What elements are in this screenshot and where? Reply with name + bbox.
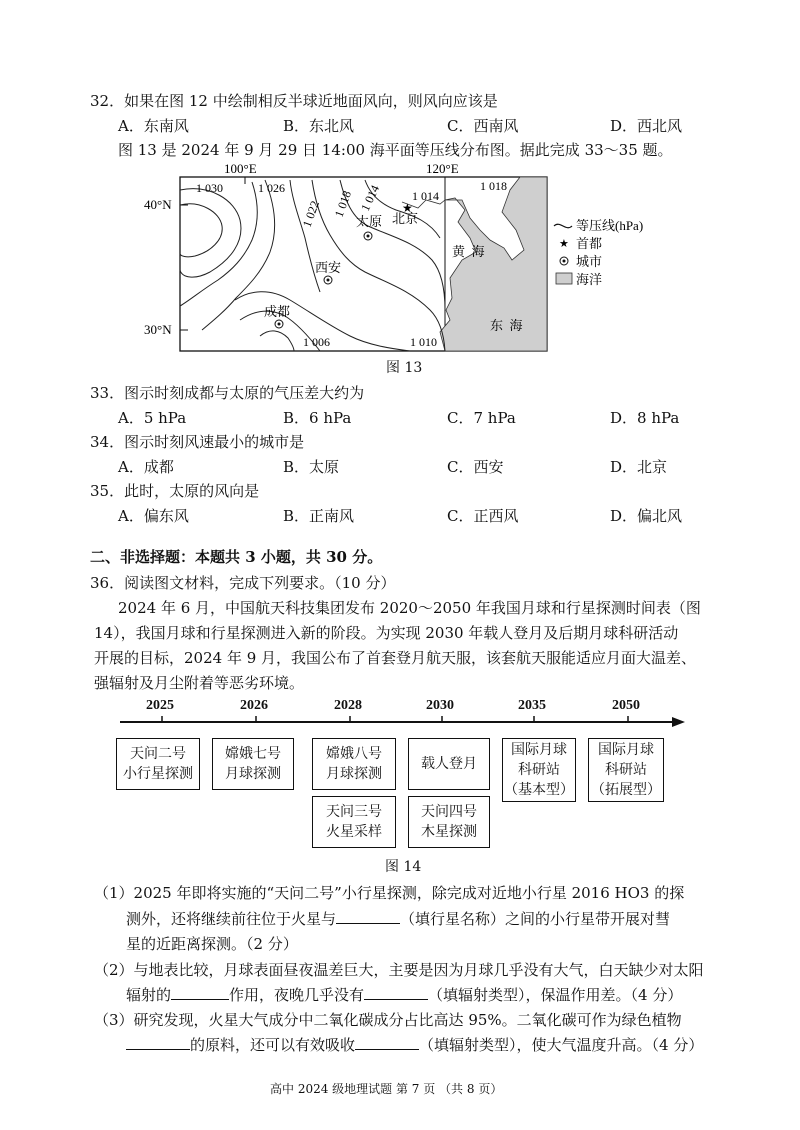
- isobar-label-1006: 1 006: [303, 335, 330, 349]
- sub2-blank-effect[interactable]: [171, 985, 229, 1000]
- q35-option-a[interactable]: A．偏东风: [118, 507, 189, 525]
- box-crewed-landing: 载人登月: [408, 738, 490, 790]
- figure14-caption: 图 14: [385, 859, 422, 875]
- q34-option-a[interactable]: A．成都: [118, 458, 174, 476]
- sub1-line3: 星的近距离探测。（2 分）: [126, 935, 298, 953]
- year-2050: 2050: [612, 698, 640, 713]
- sub1-line1: （1）2025 年即将实施的“天问二号”小行星探测，除完成对近地小行星 2016 HO3 的探: [94, 884, 685, 902]
- city-chengdu: [264, 304, 290, 328]
- legend-capital: 首都: [576, 236, 603, 251]
- box-change7: 嫦娥七号 月球探测: [212, 738, 294, 790]
- sub3-blank-process[interactable]: [126, 1035, 190, 1050]
- sub1-line2: 测外，还将继续前往位于火星与 （填行星名称）之间的小行星带开展对彗: [126, 910, 671, 928]
- section2-heading: 二、非选择题：本题共 3 小题，共 30 分。: [90, 548, 383, 566]
- sub3-line1: （3）研究发现，火星大气成分中二氧化碳成分占比高达 95%。二氧化碳可作为绿色植物: [94, 1011, 682, 1029]
- isobar-label-1026: 1 026: [258, 181, 285, 195]
- isobar-map: [140, 160, 680, 360]
- box-ilrs-basic: 国际月球 科研站 （基本型）: [502, 738, 576, 802]
- q36-para-line2: 14），我国月球和行星探测进入新的阶段。为实现 2030 年载人登月及后期月球科研活动: [94, 624, 679, 642]
- box-tianwen2: 天问二号 小行星探测: [116, 738, 200, 790]
- q34-option-d[interactable]: D．北京: [610, 458, 668, 476]
- lon-label-120: 120°E: [426, 161, 459, 176]
- q32-option-c[interactable]: C．西南风: [447, 117, 519, 135]
- svg-text:太原: 太原: [356, 214, 383, 229]
- q32-option-d[interactable]: D．西北风: [610, 117, 683, 135]
- city-beijing: [392, 201, 418, 226]
- lat-label-30: 30°N: [144, 322, 172, 337]
- q32-option-b[interactable]: B．东北风: [283, 117, 355, 135]
- isobar-label-1014-west: 1 014: [358, 182, 383, 214]
- q36-para-line3: 开展的目标，2024 年 9 月，我国公布了首套登月航天服，该套航天服能适应月面大温差、: [94, 649, 697, 667]
- q35-option-d[interactable]: D．偏北风: [610, 507, 683, 525]
- sub3-blank-radiation[interactable]: [355, 1035, 419, 1050]
- year-2025: 2025: [146, 698, 174, 713]
- q32-stem: 32．如果在图 12 中绘制相反半球近地面风向，则风向应该是: [90, 92, 498, 110]
- isobar-label-1014-east: 1 014: [412, 189, 439, 203]
- capital-star-icon: ★: [402, 201, 413, 215]
- sub2-line1: （2）与地表比较，月球表面昼夜温差巨大，主要是因为月球几乎没有大气，白天缺少对太阳: [94, 961, 704, 979]
- isobar-label-1018-west: 1 018: [331, 188, 355, 220]
- sub3-line2: 的原料，还可以有效吸收 （填辐射类型），使大气温度升高。（4 分）: [126, 1034, 703, 1055]
- figure13-intro: 图 13 是 2024 年 9 月 29 日 14:00 海平面等压线分布图。据此完成 33～35 题。: [118, 141, 673, 159]
- sea-label-east: 东 海: [490, 318, 523, 333]
- sub2-line2: 辐射的 作用，夜晚几乎没有 （填辐射类型），保温作用差。（4 分）: [126, 986, 683, 1004]
- isobar-label-1030: 1 030: [196, 181, 223, 195]
- svg-text:北京: 北京: [392, 211, 419, 226]
- q33-option-a[interactable]: A．5 hPa: [118, 409, 187, 427]
- lon-label-100: 100°E: [224, 161, 257, 176]
- sea-label-yellow: 黄 海: [452, 244, 485, 259]
- q34-option-c[interactable]: C．西安: [447, 458, 504, 476]
- q34-option-b[interactable]: B．太原: [283, 458, 340, 476]
- q34-stem: 34．图示时刻风速最小的城市是: [90, 433, 305, 451]
- page-footer: 高中 2024 级地理试题 第 7 页 （共 8 页）: [270, 1082, 503, 1096]
- year-2035: 2035: [518, 698, 546, 713]
- timeline-axis: [110, 712, 690, 732]
- q36-para-line1: 2024 年 6 月，中国航天科技集团发布 2020～2050 年我国月球和行星探测时间表（图: [118, 599, 701, 617]
- year-2030: 2030: [426, 698, 454, 713]
- q35-option-b[interactable]: B．正南风: [283, 507, 355, 525]
- map-legend: [554, 218, 643, 287]
- year-2028: 2028: [334, 698, 362, 713]
- q36-stem: 36．阅读图文材料，完成下列要求。（10 分）: [90, 574, 396, 592]
- q33-option-b[interactable]: B．6 hPa: [283, 409, 352, 427]
- city-xian: [315, 260, 341, 284]
- legend-city: 城市: [576, 254, 603, 269]
- isobar-label-1010: 1 010: [410, 335, 437, 349]
- q33-option-c[interactable]: C．7 hPa: [447, 409, 516, 427]
- q33-stem: 33．图示时刻成都与太原的气压差大约为: [90, 384, 365, 402]
- city-taiyuan: [356, 214, 382, 240]
- box-change8: 嫦娥八号 月球探测: [312, 738, 396, 790]
- box-ilrs-extended: 国际月球 科研站 （拓展型）: [588, 738, 664, 802]
- svg-text:西安: 西安: [315, 260, 342, 275]
- legend-sea: 海洋: [576, 272, 603, 287]
- q36-para-line4: 强辐射及月尘附着等恶劣环境。: [94, 674, 305, 692]
- q33-option-d[interactable]: D．8 hPa: [610, 409, 680, 427]
- box-tianwen3: 天问三号 火星采样: [312, 796, 396, 848]
- box-tianwen4: 天问四号 木星探测: [408, 796, 490, 848]
- q35-stem: 35．此时，太原的风向是: [90, 482, 260, 500]
- q32-option-a[interactable]: A．东南风: [118, 117, 189, 135]
- figure13-caption: 图 13: [386, 360, 423, 376]
- legend-isobar: 等压线(hPa): [576, 218, 644, 233]
- sub2-blank-radiation[interactable]: [364, 985, 428, 1000]
- lat-label-40: 40°N: [144, 197, 172, 212]
- isobar-label-1018-east: 1 018: [480, 179, 507, 193]
- year-2026: 2026: [240, 698, 268, 713]
- legend-star-icon: ★: [559, 238, 569, 250]
- svg-text:成都: 成都: [264, 304, 291, 319]
- q35-option-c[interactable]: C．正西风: [447, 507, 519, 525]
- sub1-blank-planet[interactable]: [336, 909, 400, 924]
- isobar-label-1022: 1 022: [299, 198, 323, 230]
